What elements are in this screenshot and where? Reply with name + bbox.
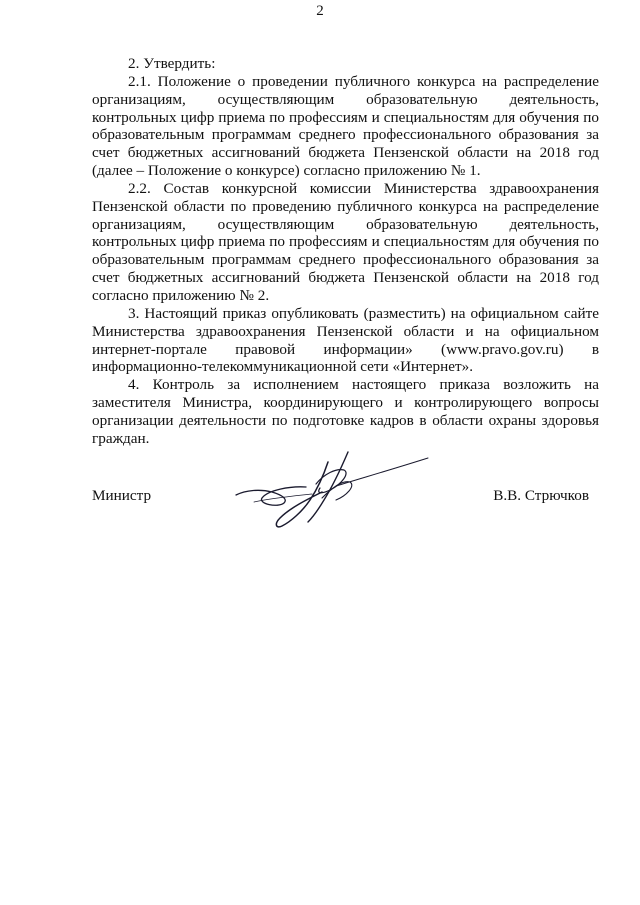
clause-2-2: 2.2. Состав конкурсной комиссии Министерства здравоохранения Пензенской области по проведению публичного конкурса на распределение организациям, осуществляющим образовательную деятельность, контрольных цифр приема по профессиям и специальностям для обучения по образовательным программам среднего профессионального образования за счет бюджетных ассигнований бюджета Пензенской области на 2018 год согласно приложению № 2. <box>92 179 599 304</box>
clause-2: 2. Утвердить: <box>128 55 216 72</box>
clause-2-1: 2.1. Положение о проведении публичного конкурса на распределение организациям, осуществляющим образовательную деятельность, контрольных цифр приема по профессиям и специальностям для обучения по образовательным программам среднего профессионального образования за счет бюджетных ассигнований бюджета Пензенской области на 2018 год (далее – Положение о конкурсе) согласно приложению № 1. <box>92 72 599 180</box>
signatory-name: В.В. Стрючков <box>493 487 589 504</box>
page-number: 2 <box>316 3 324 19</box>
signature-block <box>92 487 599 507</box>
signatory-position: Министр <box>92 487 152 504</box>
clause-3: 3. Настоящий приказ опубликовать (разместить) на официальном сайте Министерства здравоохранения Пензенской области и на официальном интернет-портале правовой информации» (www.pravo.gov.ru) в информационно-телекоммуникационной сети «Интернет». <box>92 304 599 376</box>
document-body <box>92 55 599 448</box>
clause-4: 4. Контроль за исполнением настоящего приказа возложить на заместителя Министра, координирующего и контролирующего вопросы организации деятельности по подготовке кадров в области охраны здоровья граждан. <box>92 376 599 447</box>
